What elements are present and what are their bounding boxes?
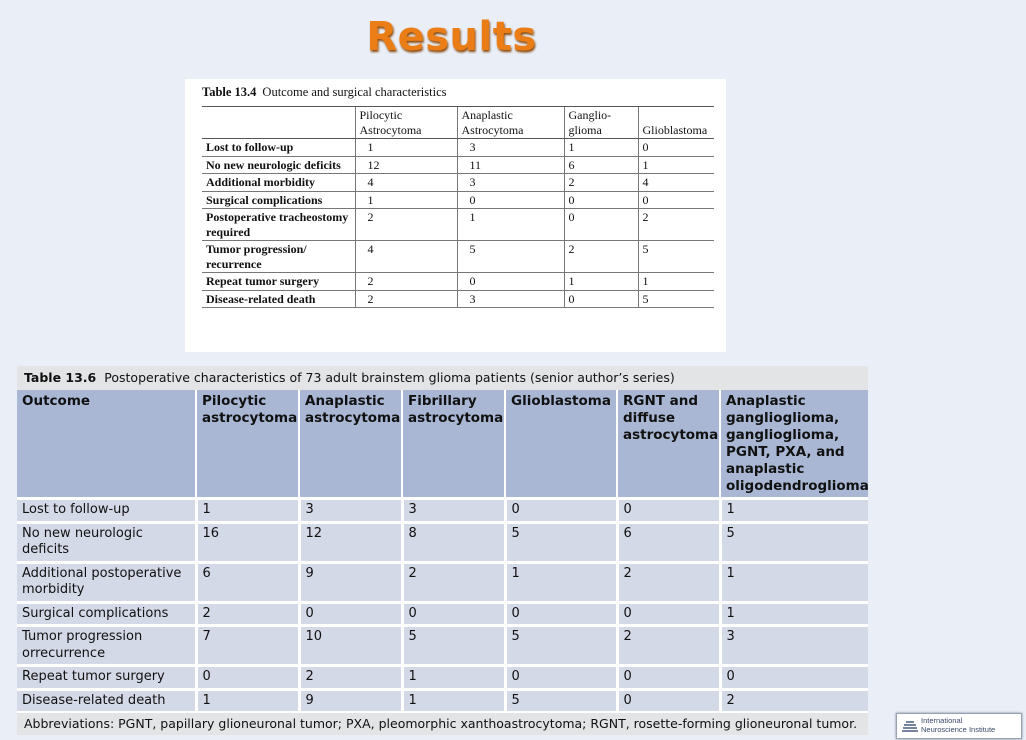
table-13-4-title: Outcome and surgical characteristics [262, 85, 447, 99]
table-cell: 1 [720, 499, 868, 523]
table-row [202, 139, 714, 157]
table-cell: 6 [196, 562, 299, 602]
table-cell: 12 [299, 522, 402, 562]
table-13-6-header-row [17, 390, 868, 499]
row-label: Additional morbidity [202, 174, 355, 192]
table-cell: 12 [355, 156, 457, 174]
row-label: Additional postoperative morbidity [17, 562, 196, 602]
table-cell: 4 [638, 174, 714, 192]
table-cell: 1 [457, 209, 564, 241]
table-cell: 2 [402, 562, 505, 602]
table-cell: 0 [299, 602, 402, 626]
table-row [17, 602, 868, 626]
table-cell: 7 [196, 626, 299, 666]
table-cell: 1 [720, 602, 868, 626]
table-cell: 1 [196, 499, 299, 523]
table-cell: 0 [720, 666, 868, 690]
table-13-4-header-cell: Ganglio- glioma [564, 107, 638, 139]
table-13-6-footnote: Abbreviations: PGNT, papillary glioneuronal tumor; PXA, pleomorphic xanthoastrocytoma; RGNT, rosette-forming glioneuronal tumor. [17, 711, 868, 735]
row-label: No new neurologic deficits [17, 522, 196, 562]
table-cell: 3 [720, 626, 868, 666]
table-row [17, 522, 868, 562]
table-cell: 9 [299, 689, 402, 711]
institute-logo-text: International Neuroscience Institute [921, 716, 996, 734]
row-label: No new neurologic deficits [202, 156, 355, 174]
table-cell: 5 [402, 626, 505, 666]
table-cell: 8 [402, 522, 505, 562]
table-cell: 0 [638, 191, 714, 209]
table-cell: 5 [638, 241, 714, 273]
table-row [202, 174, 714, 192]
table-cell: 0 [617, 499, 720, 523]
table-cell: 0 [457, 191, 564, 209]
table-cell: 2 [355, 209, 457, 241]
table-cell: 0 [564, 191, 638, 209]
table-cell: 3 [457, 174, 564, 192]
row-label: Tumor progression orrecurrence [17, 626, 196, 666]
table-row [202, 156, 714, 174]
table-cell: 1 [564, 273, 638, 291]
table-cell: 0 [617, 689, 720, 711]
table-cell: 0 [505, 666, 617, 690]
table-row [17, 562, 868, 602]
table-cell: 0 [457, 273, 564, 291]
column-header: Pilocytic astrocytoma [196, 390, 299, 499]
table-cell: 5 [720, 522, 868, 562]
table-13-4-label: Table 13.4 [202, 85, 257, 99]
column-header: RGNT and diffuse astrocytoma [617, 390, 720, 499]
table-cell: 0 [505, 499, 617, 523]
table-row [17, 626, 868, 666]
column-header: Outcome [17, 390, 196, 499]
table-cell: 5 [638, 290, 714, 308]
table-cell: 0 [564, 290, 638, 308]
row-label: Disease-related death [202, 290, 355, 308]
table-row [202, 241, 714, 273]
table-cell: 2 [564, 174, 638, 192]
table-row [202, 273, 714, 291]
table-13-4-header-cell: Glioblastoma [638, 107, 714, 139]
column-header: Glioblastoma [505, 390, 617, 499]
table-cell: 2 [720, 689, 868, 711]
table-cell: 6 [617, 522, 720, 562]
table-cell: 2 [196, 602, 299, 626]
table-cell: 1 [505, 562, 617, 602]
table-cell: 5 [505, 626, 617, 666]
table-13-6-label: Table 13.6 [24, 370, 97, 385]
row-label: Postoperative tracheostomy required [202, 209, 355, 241]
table-cell: 0 [196, 666, 299, 690]
table-13-4 [202, 106, 714, 308]
table-13-4-header-blank [202, 107, 355, 139]
table-cell: 2 [299, 666, 402, 690]
table-cell: 16 [196, 522, 299, 562]
table-13-6-title: Postoperative characteristics of 73 adult brainstem glioma patients (senior author’s series) [104, 370, 675, 385]
table-cell: 2 [355, 273, 457, 291]
table-cell: 5 [505, 522, 617, 562]
table-13-6 [17, 390, 868, 711]
table-row [17, 689, 868, 711]
row-label: Surgical complications [17, 602, 196, 626]
table-cell: 0 [564, 209, 638, 241]
table-cell: 2 [355, 290, 457, 308]
table-cell: 0 [402, 602, 505, 626]
column-header: Anaplastic astrocytoma [299, 390, 402, 499]
table-cell: 5 [457, 241, 564, 273]
table-cell: 10 [299, 626, 402, 666]
institute-logo [896, 713, 1022, 739]
institute-logo-icon [901, 718, 919, 734]
table-cell: 1 [720, 562, 868, 602]
table-cell: 0 [617, 602, 720, 626]
table-cell: 0 [638, 139, 714, 157]
table-13-6-caption [17, 366, 868, 390]
table-13-4-image [185, 79, 726, 352]
table-13-6-container [17, 366, 868, 735]
table-cell: 11 [457, 156, 564, 174]
row-label: Repeat tumor surgery [17, 666, 196, 690]
table-cell: 1 [638, 273, 714, 291]
table-13-4-header-cell: Anaplastic Astrocytoma [457, 107, 564, 139]
table-cell: 1 [564, 139, 638, 157]
row-label: Lost to follow-up [17, 499, 196, 523]
table-cell: 6 [564, 156, 638, 174]
table-cell: 1 [402, 689, 505, 711]
slide-title: Results [366, 14, 537, 60]
table-cell: 2 [638, 209, 714, 241]
row-label: Disease-related death [17, 689, 196, 711]
table-13-4-header-row [202, 107, 714, 139]
table-13-4-header-cell: Pilocytic Astrocytoma [355, 107, 457, 139]
row-label: Repeat tumor surgery [202, 273, 355, 291]
table-row [17, 499, 868, 523]
table-cell: 1 [402, 666, 505, 690]
table-cell: 4 [355, 174, 457, 192]
table-cell: 2 [617, 562, 720, 602]
table-cell: 2 [617, 626, 720, 666]
table-row [17, 666, 868, 690]
table-cell: 5 [505, 689, 617, 711]
table-row [202, 191, 714, 209]
column-header: Fibrillary astrocytoma [402, 390, 505, 499]
row-label: Surgical complications [202, 191, 355, 209]
table-cell: 1 [355, 139, 457, 157]
column-header: Anaplastic ganglioglioma, ganglioglioma, PGNT, PXA, and anaplastic oligodendroglioma [720, 390, 868, 499]
row-label: Lost to follow-up [202, 139, 355, 157]
table-cell: 2 [564, 241, 638, 273]
table-cell: 4 [355, 241, 457, 273]
table-cell: 3 [402, 499, 505, 523]
table-cell: 9 [299, 562, 402, 602]
table-13-4-caption [202, 85, 447, 100]
table-row [202, 290, 714, 308]
table-cell: 1 [355, 191, 457, 209]
table-cell: 1 [638, 156, 714, 174]
table-cell: 3 [457, 290, 564, 308]
table-cell: 0 [505, 602, 617, 626]
table-cell: 3 [457, 139, 564, 157]
table-cell: 1 [196, 689, 299, 711]
row-label: Tumor progression/ recurrence [202, 241, 355, 273]
table-cell: 3 [299, 499, 402, 523]
table-cell: 0 [617, 666, 720, 690]
table-row [202, 209, 714, 241]
